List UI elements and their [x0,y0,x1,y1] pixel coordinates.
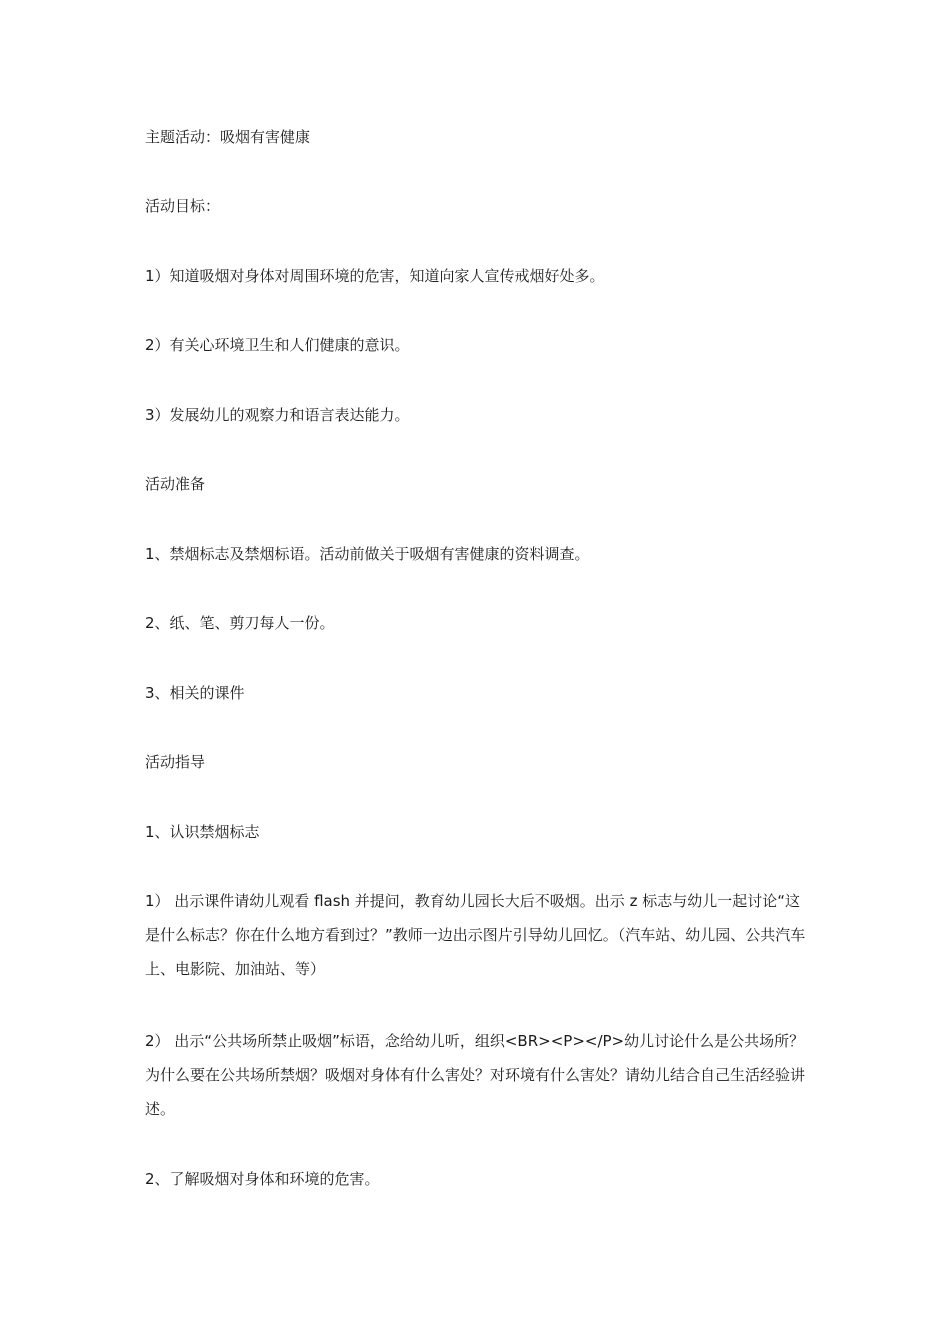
prep-item: 3、相关的课件 [145,684,245,702]
prep-item: 1、禁烟标志及禁烟标语。活动前做关于吸烟有害健康的资料调查。 [145,545,590,563]
goal-item: 1）知道吸烟对身体对周围环境的危害，知道向家人宣传戒烟好处多。 [145,267,605,285]
step1-item: 2） 出示“公共场所禁止吸烟”标语，念给幼儿听，组织<BR><P></P>幼儿讨论什么是公共场所？为什么要在公共场所禁烟？吸烟对身体有什么害处？对环境有什么害处？请幼儿结合自己生活经验讲述。 [145,1032,806,1118]
step2-heading: 2、了解吸烟对身体和环境的危害。 [145,1170,380,1188]
goal-item: 3）发展幼儿的观察力和语言表达能力。 [145,406,410,424]
step1-item: 1） 出示课件请幼儿观看 flash 并提问，教育幼儿园长大后不吸烟。出示 z 标志与幼儿一起讨论“这是什么标志？你在什么地方看到过？”教师一边出示图片引导幼儿回忆。（汽车站、幼儿园、公共汽车上、电影院、加油站、等） [145,892,806,978]
goals-heading: 活动目标： [145,197,221,215]
prep-heading: 活动准备 [145,475,206,493]
guide-heading: 活动指导 [145,753,206,771]
document-title: 主题活动：吸烟有害健康 [145,128,311,146]
goal-item: 2）有关心环境卫生和人们健康的意识。 [145,336,410,354]
prep-item: 2、纸、笔、剪刀每人一份。 [145,614,335,632]
step1-heading: 1、认识禁烟标志 [145,823,260,841]
